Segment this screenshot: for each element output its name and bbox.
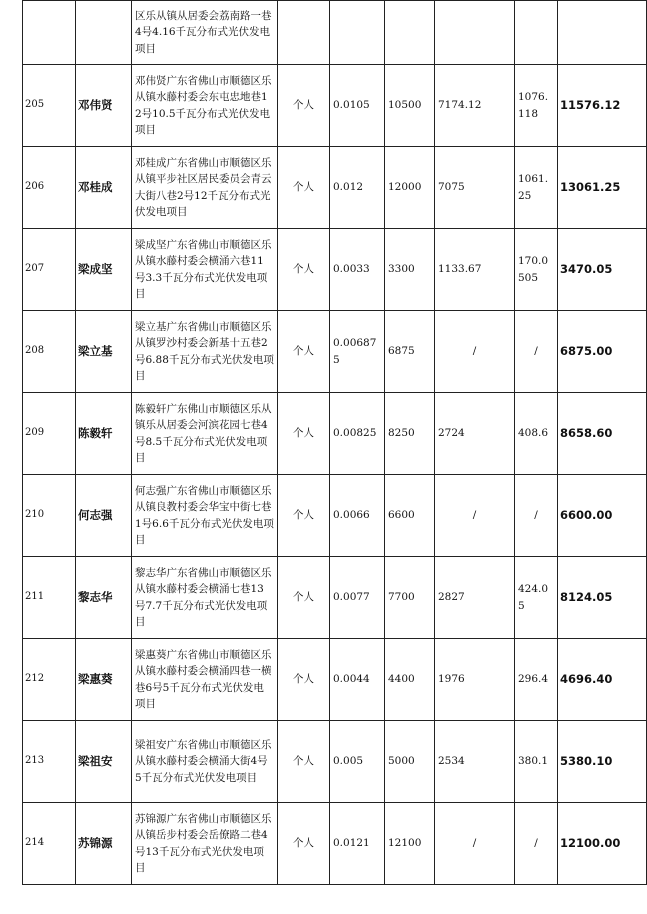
cell-name: 梁立基 <box>76 311 132 393</box>
cell-total: 11576.12 <box>558 65 647 147</box>
cell-rate: 0.0033 <box>330 229 385 311</box>
cell-capacity: 12100 <box>385 803 435 885</box>
table-row <box>23 557 647 639</box>
cell-description: 梁惠葵广东省佛山市顺德区乐从镇水藤村委会横涌四巷一横巷6号5千瓦分布式光伏发电项目 <box>132 639 278 721</box>
cell-description: 黎志华广东省佛山市顺德区乐从镇水藤村委会横涌七巷13号7.7千瓦分布式光伏发电项目 <box>132 557 278 639</box>
cell-type: 个人 <box>278 311 330 393</box>
cell-total: 8124.05 <box>558 557 647 639</box>
cell-type <box>278 1 330 65</box>
cell-capacity: 12000 <box>385 147 435 229</box>
table-row <box>23 229 647 311</box>
cell-description: 梁立基广东省佛山市顺德区乐从镇罗沙村委会新基十五巷2号6.88千瓦分布式光伏发电项目 <box>132 311 278 393</box>
cell-description: 苏锦源广东省佛山市顺德区乐从镇岳步村委会岳僚路二巷4号13千瓦分布式光伏发电项目 <box>132 803 278 885</box>
cell-name: 梁惠葵 <box>76 639 132 721</box>
cell-description: 陈毅轩广东佛山市顺德区乐从镇乐从居委会河滨花园七巷4号8.5千瓦分布式光伏发电项目 <box>132 393 278 475</box>
cell-name: 邓桂成 <box>76 147 132 229</box>
cell-amount2: 296.4 <box>515 639 558 721</box>
cell-amount1: 7174.12 <box>435 65 515 147</box>
table-row <box>23 311 647 393</box>
cell-description: 梁成坚广东省佛山市顺德区乐从镇水藤村委会横涌六巷11号3.3千瓦分布式光伏发电项目 <box>132 229 278 311</box>
table-row <box>23 639 647 721</box>
cell-total: 6875.00 <box>558 311 647 393</box>
cell-total <box>558 1 647 65</box>
cell-description: 何志强广东省佛山市顺德区乐从镇良教村委会华宝中街七巷1号6.6千瓦分布式光伏发电项目 <box>132 475 278 557</box>
cell-name: 梁成坚 <box>76 229 132 311</box>
cell-total: 6600.00 <box>558 475 647 557</box>
cell-total: 4696.40 <box>558 639 647 721</box>
cell-name: 何志强 <box>76 475 132 557</box>
cell-no: 208 <box>23 311 76 393</box>
cell-no: 213 <box>23 721 76 803</box>
cell-no <box>23 1 76 65</box>
cell-rate <box>330 1 385 65</box>
cell-capacity: 3300 <box>385 229 435 311</box>
cell-name: 陈毅轩 <box>76 393 132 475</box>
cell-no: 209 <box>23 393 76 475</box>
cell-amount1: 1133.67 <box>435 229 515 311</box>
cell-name: 黎志华 <box>76 557 132 639</box>
cell-no: 205 <box>23 65 76 147</box>
cell-rate: 0.012 <box>330 147 385 229</box>
cell-name <box>76 1 132 65</box>
cell-rate: 0.0066 <box>330 475 385 557</box>
cell-description: 梁祖安广东省佛山市顺德区乐从镇水藤村委会横涌大街4号5千瓦分布式光伏发电项目 <box>132 721 278 803</box>
cell-amount1: 2724 <box>435 393 515 475</box>
cell-capacity <box>385 1 435 65</box>
cell-total: 5380.10 <box>558 721 647 803</box>
cell-amount2: 1061.25 <box>515 147 558 229</box>
cell-type: 个人 <box>278 803 330 885</box>
cell-amount1: 2534 <box>435 721 515 803</box>
cell-amount2: / <box>515 311 558 393</box>
cell-capacity: 10500 <box>385 65 435 147</box>
cell-type: 个人 <box>278 229 330 311</box>
table-row <box>23 393 647 475</box>
subsidy-table <box>22 0 647 885</box>
cell-amount1: 7075 <box>435 147 515 229</box>
cell-total: 12100.00 <box>558 803 647 885</box>
table-row <box>23 65 647 147</box>
cell-type: 个人 <box>278 393 330 475</box>
cell-rate: 0.005 <box>330 721 385 803</box>
cell-amount1: 1976 <box>435 639 515 721</box>
cell-amount2: 424.05 <box>515 557 558 639</box>
cell-name: 邓伟贤 <box>76 65 132 147</box>
cell-amount1: 2827 <box>435 557 515 639</box>
table-row <box>23 147 647 229</box>
cell-description: 区乐从镇从居委会荔南路一巷4号4.16千瓦分布式光伏发电项目 <box>132 1 278 65</box>
cell-no: 206 <box>23 147 76 229</box>
cell-amount2 <box>515 1 558 65</box>
cell-no: 212 <box>23 639 76 721</box>
cell-type: 个人 <box>278 721 330 803</box>
cell-no: 207 <box>23 229 76 311</box>
cell-rate: 0.0044 <box>330 639 385 721</box>
table-row <box>23 475 647 557</box>
cell-rate: 0.0077 <box>330 557 385 639</box>
cell-amount1 <box>435 1 515 65</box>
table-row <box>23 803 647 885</box>
cell-capacity: 4400 <box>385 639 435 721</box>
cell-amount2: 1076.118 <box>515 65 558 147</box>
cell-amount1: / <box>435 311 515 393</box>
cell-rate: 0.00825 <box>330 393 385 475</box>
cell-capacity: 6875 <box>385 311 435 393</box>
cell-total: 13061.25 <box>558 147 647 229</box>
cell-capacity: 8250 <box>385 393 435 475</box>
cell-rate: 0.006875 <box>330 311 385 393</box>
cell-description: 邓桂成广东省佛山市顺德区乐从镇平步社区居民委员会青云大街八巷2号12千瓦分布式光伏发电项目 <box>132 147 278 229</box>
cell-capacity: 5000 <box>385 721 435 803</box>
cell-no: 211 <box>23 557 76 639</box>
cell-description: 邓伟贤广东省佛山市顺德区乐从镇水藤村委会东屯忠地巷12号10.5千瓦分布式光伏发电项目 <box>132 65 278 147</box>
cell-amount2: 380.1 <box>515 721 558 803</box>
cell-amount2: 408.6 <box>515 393 558 475</box>
table-row <box>23 721 647 803</box>
cell-type: 个人 <box>278 147 330 229</box>
cell-name: 梁祖安 <box>76 721 132 803</box>
cell-no: 214 <box>23 803 76 885</box>
cell-capacity: 7700 <box>385 557 435 639</box>
cell-type: 个人 <box>278 475 330 557</box>
cell-type: 个人 <box>278 65 330 147</box>
cell-total: 8658.60 <box>558 393 647 475</box>
cell-amount1: / <box>435 803 515 885</box>
cell-amount2: 170.0505 <box>515 229 558 311</box>
table-row-continuation <box>23 1 647 65</box>
cell-amount2: / <box>515 803 558 885</box>
cell-capacity: 6600 <box>385 475 435 557</box>
cell-rate: 0.0105 <box>330 65 385 147</box>
cell-amount2: / <box>515 475 558 557</box>
cell-type: 个人 <box>278 557 330 639</box>
cell-rate: 0.0121 <box>330 803 385 885</box>
cell-amount1: / <box>435 475 515 557</box>
cell-type: 个人 <box>278 639 330 721</box>
cell-no: 210 <box>23 475 76 557</box>
cell-total: 3470.05 <box>558 229 647 311</box>
cell-name: 苏锦源 <box>76 803 132 885</box>
